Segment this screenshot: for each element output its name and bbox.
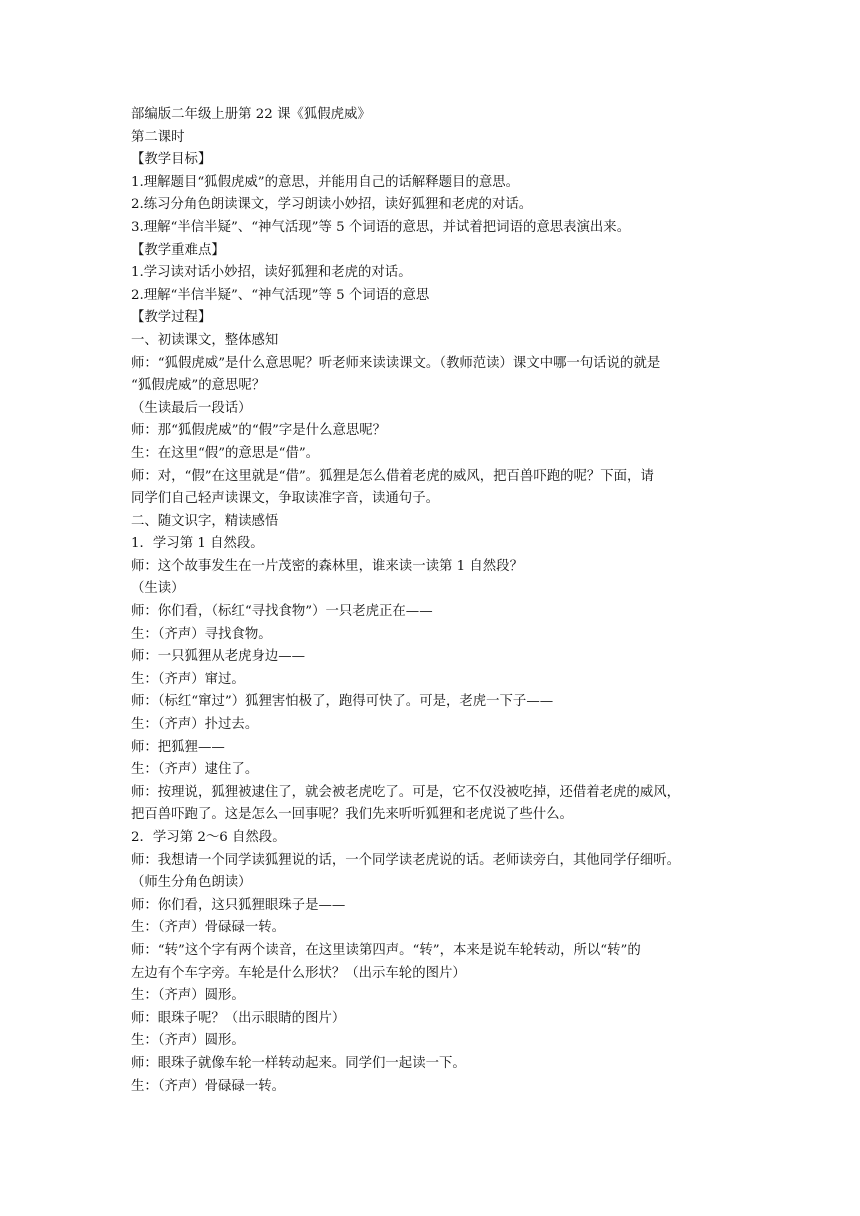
dialogue-line: 师：眼珠子就像车轮一样转动起来。同学们一起读一下。	[131, 1055, 466, 1071]
dialogue-line: 生：（齐声）逮住了。	[131, 762, 259, 778]
dialogue-line: 生：（齐声）圆形。	[131, 988, 245, 1004]
key-point-item: 1.学习读对话小妙招，读好狐狸和老虎的对话。	[131, 265, 412, 281]
dialogue-line: 师：我想请一个同学读狐狸说的话，一个同学读老虎说的话。老师读旁白，其他同学仔细听。	[131, 852, 681, 868]
dialogue-line: （生读最后一段话）	[131, 400, 252, 416]
dialogue-line: 同学们自己轻声读课文，争取读准字音，读通句子。	[131, 491, 439, 507]
key-point-item: 2.理解“半信半疑”、“神气活现”等 5 个词语的意思	[131, 287, 430, 303]
sub-step-heading: 1．学习第 1 自然段。	[131, 536, 264, 552]
section-heading-key-points: 【教学重难点】	[131, 242, 225, 258]
dialogue-line: （师生分角色朗读）	[131, 875, 252, 891]
dialogue-line: 师：“狐假虎威”是什么意思呢？听老师来读读课文。（教师范读）课文中哪一句话说的就是	[131, 355, 661, 371]
document-title: 部编版二年级上册第 22 课《狐假虎威》	[131, 107, 371, 122]
section-heading-process: 【教学过程】	[131, 310, 212, 326]
dialogue-line: 生：（齐声）寻找食物。	[131, 626, 272, 642]
objective-item: 1.理解题目“狐假虎威”的意思，并能用自己的话解释题目的意思。	[131, 174, 520, 190]
dialogue-line: 师：“转”这个字有两个读音，在这里读第四声。“转”，本来是说车轮转动，所以“转”的	[131, 942, 641, 958]
dialogue-line: 师：把狐狸——	[131, 739, 225, 755]
dialogue-line: 师：那“狐假虎威”的“假”字是什么意思呢？	[131, 423, 387, 439]
dialogue-line: 师：（标红“窜过”）狐狸害怕极了，跑得可快了。可是，老虎一下子——	[131, 694, 554, 710]
objective-item: 2.练习分角色朗读课文，学习朗读小妙招，读好狐狸和老虎的对话。	[131, 197, 533, 213]
dialogue-line: 生：（齐声）窜过。	[131, 671, 245, 687]
dialogue-line: 师：这个故事发生在一片茂密的森林里，谁来读一读第 1 自然段？	[131, 558, 523, 574]
dialogue-line: 把百兽吓跑了。这是怎么一回事呢？我们先来听听狐狸和老虎说了些什么。	[131, 807, 573, 823]
dialogue-line: 生：（齐声）扑过去。	[131, 717, 259, 733]
dialogue-line: 师：你们看，这只狐狸眼珠子是——	[131, 897, 346, 913]
step-heading: 一、初读课文，整体感知	[131, 332, 279, 348]
lesson-period: 第二课时	[131, 129, 185, 145]
step-heading: 二、随文识字，精读感悟	[131, 513, 279, 529]
dialogue-line: 师：按理说，狐狸被逮住了，就会被老虎吃了。可是，它不仅没被吃掉，还借着老虎的威风，	[131, 784, 681, 800]
dialogue-line: 师：对，“假”在这里就是“借”。狐狸是怎么借着老虎的威风，把百兽吓跑的呢？下面，请	[131, 468, 654, 484]
dialogue-line: 生：（齐声）骨碌碌一转。	[131, 920, 285, 936]
dialogue-line: 左边有个车字旁。车轮是什么形状？（出示车轮的图片）	[131, 965, 466, 981]
dialogue-line: 师：眼珠子呢？（出示眼睛的图片）	[131, 1010, 346, 1026]
document-body	[131, 104, 731, 1098]
dialogue-line: 生：（齐声）骨碌碌一转。	[131, 1078, 285, 1094]
objective-item: 3.理解“半信半疑”、“神气活现”等 5 个词语的意思，并试着把词语的意思表演出来。	[131, 219, 631, 235]
dialogue-line: （生读）	[131, 581, 185, 597]
dialogue-line: 师：你们看，（标红“寻找食物”）一只老虎正在——	[131, 604, 433, 620]
dialogue-line: “狐假虎威”的意思呢？	[131, 378, 266, 394]
section-heading-objectives: 【教学目标】	[131, 152, 212, 168]
dialogue-line: 生：在这里“假”的意思是“借”。	[131, 445, 320, 461]
dialogue-line: 生：（齐声）圆形。	[131, 1033, 245, 1049]
dialogue-line: 师：一只狐狸从老虎身边——	[131, 649, 306, 665]
sub-step-heading: 2．学习第 2～6 自然段。	[131, 830, 286, 845]
